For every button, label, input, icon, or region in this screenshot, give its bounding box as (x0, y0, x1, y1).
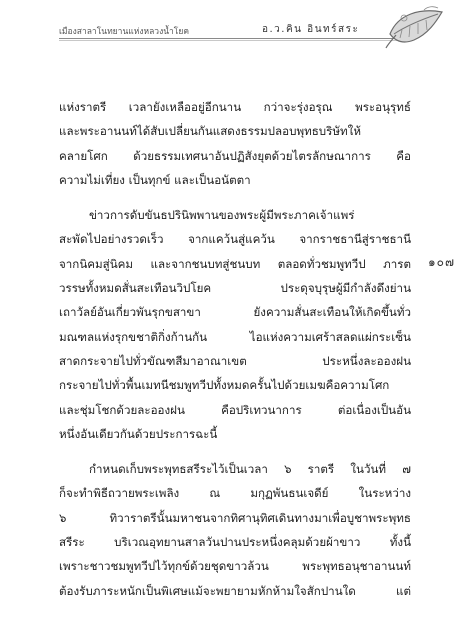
text-line: ก็จะทำพิธีถวายพระเพลิง ณ มกุฏพันธนเจดีย์ ในระหว่าง (59, 486, 411, 501)
page-number: ๑๐๗ (428, 255, 455, 269)
paragraph-1 (59, 95, 411, 192)
body-text (59, 95, 411, 603)
header-rule-secondary (59, 40, 397, 41)
text-line: สะพัดไปอย่างรวดเร็ว จากแคว้นสู่แคว้น จากราชธานีสู่ราชธานี (59, 232, 411, 247)
text-line: กำหนดเก็บพระพุทธสรีระไว้เป็นเวลา ๖ ราตรี ในวันที่ ๗ (89, 462, 411, 477)
leaf-ornament-icon (384, 4, 448, 50)
text-line: จากนิคมสู่นิคม และจากชนบทสู่ชนบท ตลอดทั่วชมพูทวีป ภารต (59, 256, 411, 271)
text-line: สาดกระจายไปทั่วขัณฑสีมาอาณาเขต ประหนึ่งละอองฝน (59, 353, 411, 368)
text-line: เถาวัลย์อันเกี่ยวพันรุกขสาขา ยังความสั่นสะเทือนให้เกิดขึ้นทั่ว (59, 305, 411, 320)
page-header (0, 0, 471, 60)
text-line: ความไม่เที่ยง เป็นทุกข์ และเป็นอนัตตา (59, 172, 251, 187)
text-line: ข่าวการดับขันธปรินิพพานของพระผู้มีพระภาคเจ้าแพร่ (89, 208, 355, 223)
paragraph-3 (59, 457, 411, 603)
header-rule (59, 38, 397, 39)
paragraph-2 (59, 203, 411, 446)
text-line: สรีระ บริเวณอุทยานสาลวันปานประหนึ่งคลุมด้วยผ้าขาว ทั้งนี้ (59, 535, 411, 550)
text-line: คลายโศก ด้วยธรรมเทศนาอันปฏิสังยุตด้วยไตรลักษณาการ คือ (59, 148, 411, 163)
text-line: ๖ ทิวาราตรีนั้นมหาชนจากทิศานุทิศเดินทางมาเพื่อบูชาพระพุทธ (59, 510, 411, 525)
running-author: อ.ว.คิน อินทร์สระ (262, 24, 360, 35)
text-line: หนึ่งอันเดียวกันด้วยประการฉะนี้ (59, 426, 218, 441)
text-line: แห่งราตรี เวลายังเหลืออยู่อีกนาน กว่าจะรุ่งอรุณ พระอนุรุทธ์ (59, 100, 411, 114)
running-title: เมืองสาลาโนทยานแห่งหลวงน้ำโยค (59, 27, 190, 37)
text-line: ต้องรับภาระหนักเป็นพิเศษแม้จะพยายามหักห้ามใจสักปานใด แต่ (59, 583, 411, 598)
text-line: เพราะชาวชมพูทวีปไว้ทุกข์ด้วยชุดขาวล้วน พระพุทธอนุชาอานนท์ (59, 559, 411, 574)
text-line: กระจายไปทั่วพื้นเมทนีชมพูทวีปทั้งหมดครั้นไปด้วยเมฆคือความโศก (59, 378, 390, 393)
text-line: และพระอานนท์ได้สับเปลี่ยนกันแสดงธรรมปลอบพุทธบริษัทให้ (59, 124, 361, 139)
text-line: และชุ่มโชกด้วยละอองฝน คือปริเทวนาการ ต่อเนื่องเป็นอัน (59, 402, 411, 417)
text-line: วรรษทั้งหมดสั่นสะเทือนวิปโยค ประดุจบุรุษผู้มีกำลังดึงย่าน (59, 281, 411, 296)
text-line: มณฑลแห่งรุกขชาติกิ่งก้านกัน ไอแห่งความเศร้าสลดแผ่กระเซ็น (59, 329, 411, 344)
